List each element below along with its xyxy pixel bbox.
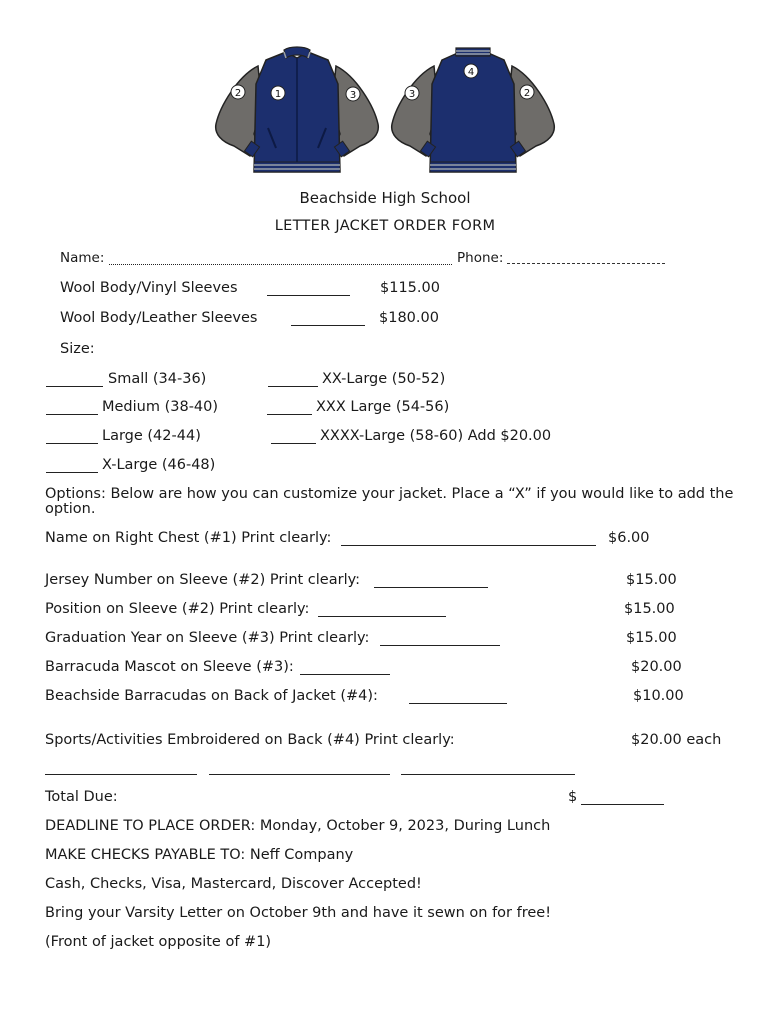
jacket-type-leather-field[interactable] [291,325,365,326]
option-mascot-field[interactable] [300,674,390,675]
marker-front-3: 3 [349,90,357,101]
option-mascot-label: Barracuda Mascot on Sleeve (#3): [45,659,294,675]
option-back-text-price: $10.00 [633,688,684,704]
size-xlarge-field[interactable] [46,472,98,473]
sports-field-3[interactable] [401,774,575,775]
jacket-type-leather-price: $180.00 [379,310,439,326]
sports-field-2[interactable] [209,774,390,775]
jacket-type-vinyl-field[interactable] [267,295,350,296]
option-jersey-number-price: $15.00 [626,572,677,588]
phone-field[interactable] [507,263,665,264]
option-jersey-number-field[interactable] [374,587,488,588]
option-name-chest-label: Name on Right Chest (#1) Print clearly: [45,530,332,546]
size-label: Size: [60,341,95,357]
size-medium-field[interactable] [46,414,98,415]
option-name-chest-field[interactable] [341,545,596,546]
total-label: Total Due: [45,789,118,805]
size-xxxlarge-field[interactable] [267,414,312,415]
size-xxlarge-field[interactable] [268,386,318,387]
size-xxxxlarge-label: XXXX-Large (58-60) Add $20.00 [320,428,552,444]
deadline-note: DEADLINE TO PLACE ORDER: Monday, October 9, 2023, During Lunch [45,818,551,834]
size-xxlarge-label: XX-Large (50-52) [322,371,446,387]
name-field[interactable] [109,264,452,265]
option-back-text-label: Beachside Barracudas on Back of Jacket (#4): [45,688,378,704]
marker-back-4: 4 [467,67,475,78]
size-xxxxlarge-field[interactable] [271,443,316,444]
marker-front-1: 1 [274,89,282,100]
option-grad-year-label: Graduation Year on Sleeve (#3) Print clearly: [45,630,370,646]
back-jacket [392,48,555,172]
size-xlarge-label: X-Large (46-48) [102,457,216,473]
options-intro: Options: Below are how you can customize your jacket. Place a “X” if you would like to add the option. [45,486,734,517]
option-grad-year-field[interactable] [380,645,500,646]
size-medium-label: Medium (38-40) [102,399,219,415]
jacket-illustration [210,44,560,179]
option-back-text-field[interactable] [409,703,507,704]
option-position-label: Position on Sleeve (#2) Print clearly: [45,601,310,617]
size-xxxlarge-label: XXX Large (54-56) [316,399,450,415]
size-large-label: Large (42-44) [102,428,201,444]
option-jersey-number-label: Jersey Number on Sleeve (#2) Print clearly: [45,572,361,588]
total-currency: $ [568,789,578,805]
size-small-label: Small (34-36) [108,371,207,387]
total-field[interactable] [581,804,664,805]
option-sports-price: $20.00 each [631,732,722,748]
sports-field-1[interactable] [45,774,197,775]
school-name: Beachside High School [299,189,471,207]
jacket-type-leather-label: Wool Body/Leather Sleeves [60,310,258,326]
front-jacket [216,47,379,172]
payment-methods-note: Cash, Checks, Visa, Mastercard, Discover Accepted! [45,876,422,892]
phone-label: Phone: [457,250,504,266]
form-title: LETTER JACKET ORDER FORM [274,218,496,234]
option-position-field[interactable] [318,616,446,617]
option-sports-label: Sports/Activities Embroidered on Back (#4) Print clearly: [45,732,455,748]
checks-payable-note: MAKE CHECKS PAYABLE TO: Neff Company [45,847,354,863]
option-name-chest-price: $6.00 [608,530,650,546]
jacket-type-vinyl-label: Wool Body/Vinyl Sleeves [60,280,238,296]
size-small-field[interactable] [46,386,103,387]
letter-placement-note: (Front of jacket opposite of #1) [45,934,272,950]
option-grad-year-price: $15.00 [626,630,677,646]
option-mascot-price: $20.00 [631,659,682,675]
option-position-price: $15.00 [624,601,675,617]
varsity-letter-note: Bring your Varsity Letter on October 9th and have it sewn on for free! [45,905,552,921]
name-label: Name: [60,250,105,266]
marker-back-2: 2 [523,88,531,99]
size-large-field[interactable] [46,443,98,444]
marker-back-3: 3 [408,89,416,100]
jacket-type-vinyl-price: $115.00 [380,280,440,296]
marker-front-2: 2 [234,88,242,99]
